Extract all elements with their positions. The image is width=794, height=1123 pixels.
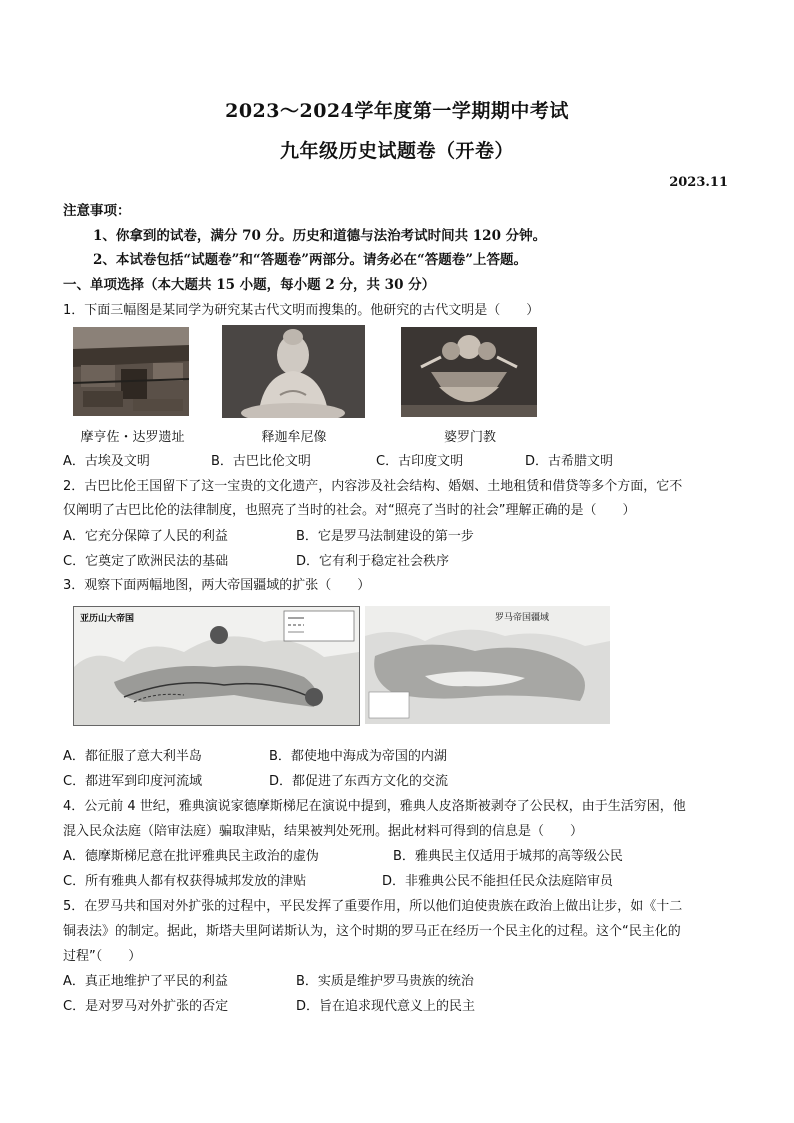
q4-option-a: A．德摩斯梯尼意在批评雅典民主政治的虚伪 [63, 849, 319, 864]
question-1-stem: 1．下面三幅图是某同学为研究某古代文明而搜集的。他研究的古代文明是（ ） [63, 303, 540, 318]
q2-option-c: C．它奠定了欧洲民法的基础 [63, 554, 229, 569]
exam-title: 2023～2024学年度第一学期期中考试 [225, 100, 569, 122]
q5-option-b: B．实质是维护罗马贵族的统治 [296, 974, 474, 989]
mohenjo-daro-photo [73, 327, 189, 416]
q5-option-d: D．旨在追求现代意义上的民主 [296, 999, 476, 1014]
map-1-title: 亚历山大帝国 [80, 614, 135, 624]
question-3-stem: 3．观察下面两幅地图，两大帝国疆域的扩张（ ） [63, 578, 371, 593]
q1-option-a: A．古埃及文明 [63, 454, 150, 469]
q4-option-c: C．所有雅典人都有权获得城邦发放的津贴 [63, 874, 307, 889]
q4-option-d: D．非雅典公民不能担任民众法庭陪审员 [382, 874, 614, 889]
q5-option-c: C．是对罗马对外扩张的否定 [63, 999, 229, 1014]
notice-item-2: 2、本试卷包括“试题卷”和“答题卷”两部分。请务必在“答题卷”上答题。 [93, 252, 527, 268]
q5-option-a: A．真正地维护了平民的利益 [63, 974, 228, 989]
map-2-title: 罗马帝国疆域 [495, 613, 550, 623]
alexander-empire-map [73, 606, 360, 726]
q1-option-c: C．古印度文明 [376, 454, 464, 469]
notice-heading: 注意事项： [63, 203, 131, 219]
question-4-stem-1: 4．公元前 4 世纪，雅典演说家德摩斯梯尼在演说中提到，雅典人皮洛斯被剥夺了公民权，由于生活穷困，他 [63, 799, 686, 814]
question-2-stem-1: 2．古巴比伦王国留下了这一宝贵的文化遗产，内容涉及社会结构、婚姻、土地租赁和借贷等多个方面，它不 [63, 479, 683, 494]
exam-date: 2023.11 [669, 175, 728, 190]
caption-buddha: 释迦牟尼像 [261, 430, 327, 445]
q4-option-b: B．雅典民主仅适用于城邦的高等级公民 [393, 849, 623, 864]
q3-option-d: D．都促进了东西方文化的交流 [269, 774, 449, 789]
q3-option-c: C．都进军到印度河流域 [63, 774, 203, 789]
q2-option-a: A．它充分保障了人民的利益 [63, 529, 228, 544]
question-2-stem-2: 仅阐明了古巴比伦的法律制度，也照亮了当时的社会。对“照亮了当时的社会”理解正确的是（ ） [63, 503, 636, 518]
roman-empire-map [365, 606, 610, 724]
notice-item-1: 1、你拿到的试卷，满分 70 分。历史和道德与法治考试时间共 120 分钟。 [93, 228, 547, 244]
question-5-stem-3: 过程”（ ） [63, 949, 142, 964]
q2-option-b: B．它是罗马法制建设的第一步 [296, 529, 474, 544]
exam-subtitle: 九年级历史试题卷（开卷） [279, 140, 514, 162]
q3-option-b: B．都使地中海成为帝国的内湖 [269, 749, 447, 764]
brahman-deity-photo [401, 327, 537, 417]
question-4-stem-2: 混入民众法庭（陪审法庭）骗取津贴，结果被判处死刑。据此材料可得到的信息是（ ） [63, 824, 584, 839]
q3-option-a: A．都征服了意大利半岛 [63, 749, 202, 764]
caption-brahmanism: 婆罗门教 [443, 430, 496, 445]
q1-option-b: B．古巴比伦文明 [211, 454, 311, 469]
question-5-stem-1: 5．在罗马共和国对外扩张的过程中，平民发挥了重要作用，所以他们迫使贵族在政治上做出让步，如《十二 [63, 899, 683, 914]
section-heading: 一、单项选择（本大题共 15 小题，每小题 2 分，共 30 分） [63, 277, 436, 293]
question-5-stem-2: 铜表法》的制定。据此，斯塔夫里阿诺斯认为，这个时期的罗马正在经历一个民主化的过程。这个“民主化的 [63, 924, 681, 939]
buddha-statue-photo [222, 325, 365, 418]
q2-option-d: D．它有利于稳定社会秩序 [296, 554, 450, 569]
q1-option-d: D．古希腊文明 [525, 454, 614, 469]
caption-mohenjo-daro: 摩亨佐・达罗遗址 [80, 430, 185, 445]
